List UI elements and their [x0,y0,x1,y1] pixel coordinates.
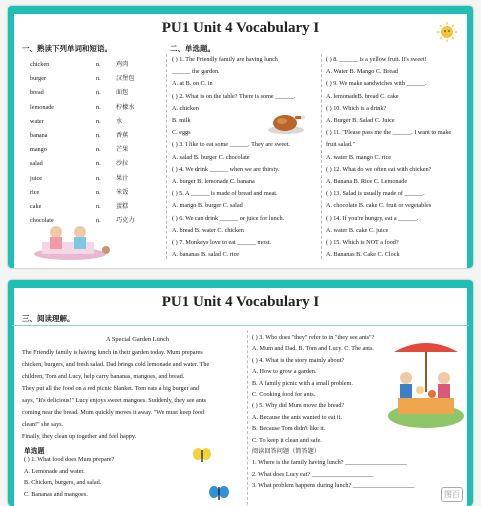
vocab-pos: n. [96,146,101,154]
left-border [8,280,14,506]
question-line: A. bread B. water C. chicken [172,226,244,234]
question-line: B. A family picnic with a small problem. [252,379,353,387]
question-line: B. Chicken, burgers, and salad. [24,479,102,486]
column-divider [166,54,167,259]
vocab-zh: 米饭 [116,188,129,196]
vocab-zh: 汉堡包 [116,75,135,83]
section-heading-reading: 三、阅读理解。 [22,314,75,323]
column-divider [247,330,248,505]
question-line: ( ) 3. I like to eat some ______. They are sweet. [172,141,291,149]
question-line: A. chocolate B. cake C. fruit or vegetables [326,202,432,210]
question-line: A. Lemonade and water. [24,467,85,475]
story-title: A Special Garden Lunch [106,336,169,343]
watermark: 图百 [441,487,463,502]
vocab-zh: 蛋糕 [116,203,129,210]
question-line: 阅读回答问题（简答题） [252,448,321,455]
question-line: C. To keep it clean and safe. [252,436,322,444]
story-line: clean!" she says. [22,421,64,428]
question-line: 2. What does Lucy eat? ____________________ [252,470,374,478]
question-line: ( ) 13. Salad is usually made of ______. [326,190,425,198]
vocab-pos: n. [96,75,101,83]
question-line: ______ the garden. [172,68,220,76]
question-line: 1. Where is the family having lunch? ____________________ [252,459,407,467]
vocab-pos: n. [96,188,101,196]
question-line: ( ) 4. We drink ______ when we are thirsty. [172,165,280,173]
question-line: ( ) 4. What is the story mainly about? [252,356,345,364]
vocab-pos: n. [96,89,101,97]
worksheet-page-1 [8,6,473,268]
question-line: A. mango B. burger C. salad [172,202,243,210]
butterfly-yellow-icon [192,447,212,465]
vocab-en: lemonade [30,103,55,111]
story-line: children, Tom and Lucy, help carry bananas, mangoes, and bread. [22,373,185,380]
question-line: A. lemonadeB. bread C. cake [326,92,399,100]
vocab-en: mango [30,146,47,154]
question-line: C. Cooking food for ants. [252,391,316,398]
butterfly-blue-icon [208,484,230,502]
column-divider [321,54,322,259]
vocab-en: chicken [30,61,50,68]
page-title: PU1 Unit 4 Vocabulary I [161,294,320,310]
question-line: A. water B. mango C. rice [326,153,391,161]
left-border [8,6,14,268]
question-line: ( ) 5. A ______ is made of bread and meat. [172,190,278,198]
vocab-zh: 水 [116,117,123,125]
question-line: ( ) 6. We can drink ______ or juice for lunch. [172,214,285,222]
section-heading-mc: 二、单选题。 [170,44,215,53]
vocab-pos: n. [96,160,101,168]
vocab-en: chocolate [30,217,54,225]
family-picnic-illustration [386,338,466,430]
roast-chicken-illustration [266,108,306,136]
question-line: ( ) 3. Who does "they" refer to in "they see ants"? [252,334,375,341]
mc-heading: 单选题 [24,448,45,455]
vocab-pos: n. [96,132,101,139]
vocab-zh: 柠檬水 [116,103,135,111]
question-line: ( ) 11. "Please pass me the ______. I want to make [326,129,452,137]
question-line: ( ) 14. If you're hungry, eat a ______. [326,214,419,222]
story-line: The Friendly family is having lunch in their garden today. Mum prepares [22,349,203,356]
question-line: A. Burger B. Salad C. Juice [326,117,395,124]
section-heading-vocab: 一、熟读下列单词和短语。 [22,44,112,53]
vocab-en: bread [30,89,44,97]
picnic-illustration [30,220,118,262]
vocab-pos: n. [96,203,101,210]
vocab-zh: 巧克力 [116,217,135,225]
vocab-en: water [30,117,44,125]
vocab-pos: n. [96,117,101,125]
story-line: coming near the bread. Mum quickly moves it away. "We must keep food [22,409,205,416]
question-line: ( ) 7. Monkeys love to eat ______ most. [172,239,271,246]
vocab-zh: 沙拉 [116,160,129,168]
header-divider [12,325,469,326]
vocab-pos: n. [96,217,101,225]
vocab-en: salad [30,160,43,168]
question-line: ( ) 1. The Friendly family are having lunch [172,56,278,63]
vocab-zh: 香蕉 [116,132,129,139]
vocab-zh: 芒果 [116,146,129,154]
question-line: C. Bananas and mangoes. [24,490,88,498]
question-line: A. Mum and Dad. B. Tom and Lucy. C. The ants. [252,345,374,353]
vocab-pos: n. [96,103,101,111]
question-line: ( ) 9. We make sandwiches with ______. [326,80,427,88]
question-line: 3. What problem happens during lunch? ____________________ [252,482,415,490]
question-line: ( ) 1. What food does Mum prepare? [24,456,115,463]
question-line: ( ) 8. ______ is a yellow fruit. It's sweet! [326,56,427,63]
question-line: fruit salad." [326,141,355,149]
question-line: C. eggs [172,129,191,137]
vocab-en: cake [30,203,42,210]
story-line: chicken, burgers, and fresh salad. Dad brings cold lemonade and water. The [22,361,210,368]
right-border [467,280,473,506]
question-line: A. Because the ants wanted to eat it. [252,413,342,421]
story-line: says, "It's delicious!" Lucy enjoys sweet mangoes. Suddenly, they see ants [22,397,206,404]
top-border [8,6,473,14]
question-line: A. chicken [172,104,199,112]
question-line: B. milk [172,117,191,124]
vocab-pos: n. [96,174,101,182]
question-line: ( ) 12. What do we often eat with chicken? [326,165,432,173]
question-line: B. Because Tom didn't like it. [252,425,326,433]
question-line: A. Bananas B. Cake C. Clock [326,251,400,259]
worksheet-page-2 [8,280,473,506]
page-title: PU1 Unit 4 Vocabulary I [161,20,320,36]
question-line: A. burger B. lemonade C. banana [172,178,255,185]
vocab-zh: 果汁 [116,174,129,182]
question-line: A. salad B. burger C. chocolate [172,153,250,161]
right-border [467,6,473,268]
vocab-en: juice [30,174,43,182]
story-line: Finally, they clean up together and feel happy. [22,433,137,440]
vocab-zh: 鸡肉 [116,61,129,68]
vocab-pos: n. [96,61,101,68]
question-line: ( ) 15. Which is NOT a food? [326,239,399,246]
question-line: A. at B. on C. in [172,80,213,88]
question-line: A. water B. cake C. juice [326,226,389,234]
question-line: A. Banana B. Rice C. Lemonade [326,178,408,185]
question-line: ( ) 2. What is on the table? There is some ______. [172,92,296,100]
story-line: They put all the food on a red picnic blanket. Tom eats a big burger and [22,385,200,392]
question-line: ( ) 5. Why did Mum move the bread? [252,402,345,410]
question-line: ( ) 10. Which is a drink? [326,104,387,112]
vocab-en: burger [30,75,47,83]
top-border [8,280,473,288]
vocab-en: rice [30,188,40,196]
vocab-zh: 面包 [116,89,129,97]
vocab-en: banana [30,132,48,139]
question-line: A. Water B. Mango C. Bread [326,68,398,76]
question-line: A. bananas B. salad C. rice [172,251,240,259]
question-line: A. How to grow a garden. [252,368,317,376]
